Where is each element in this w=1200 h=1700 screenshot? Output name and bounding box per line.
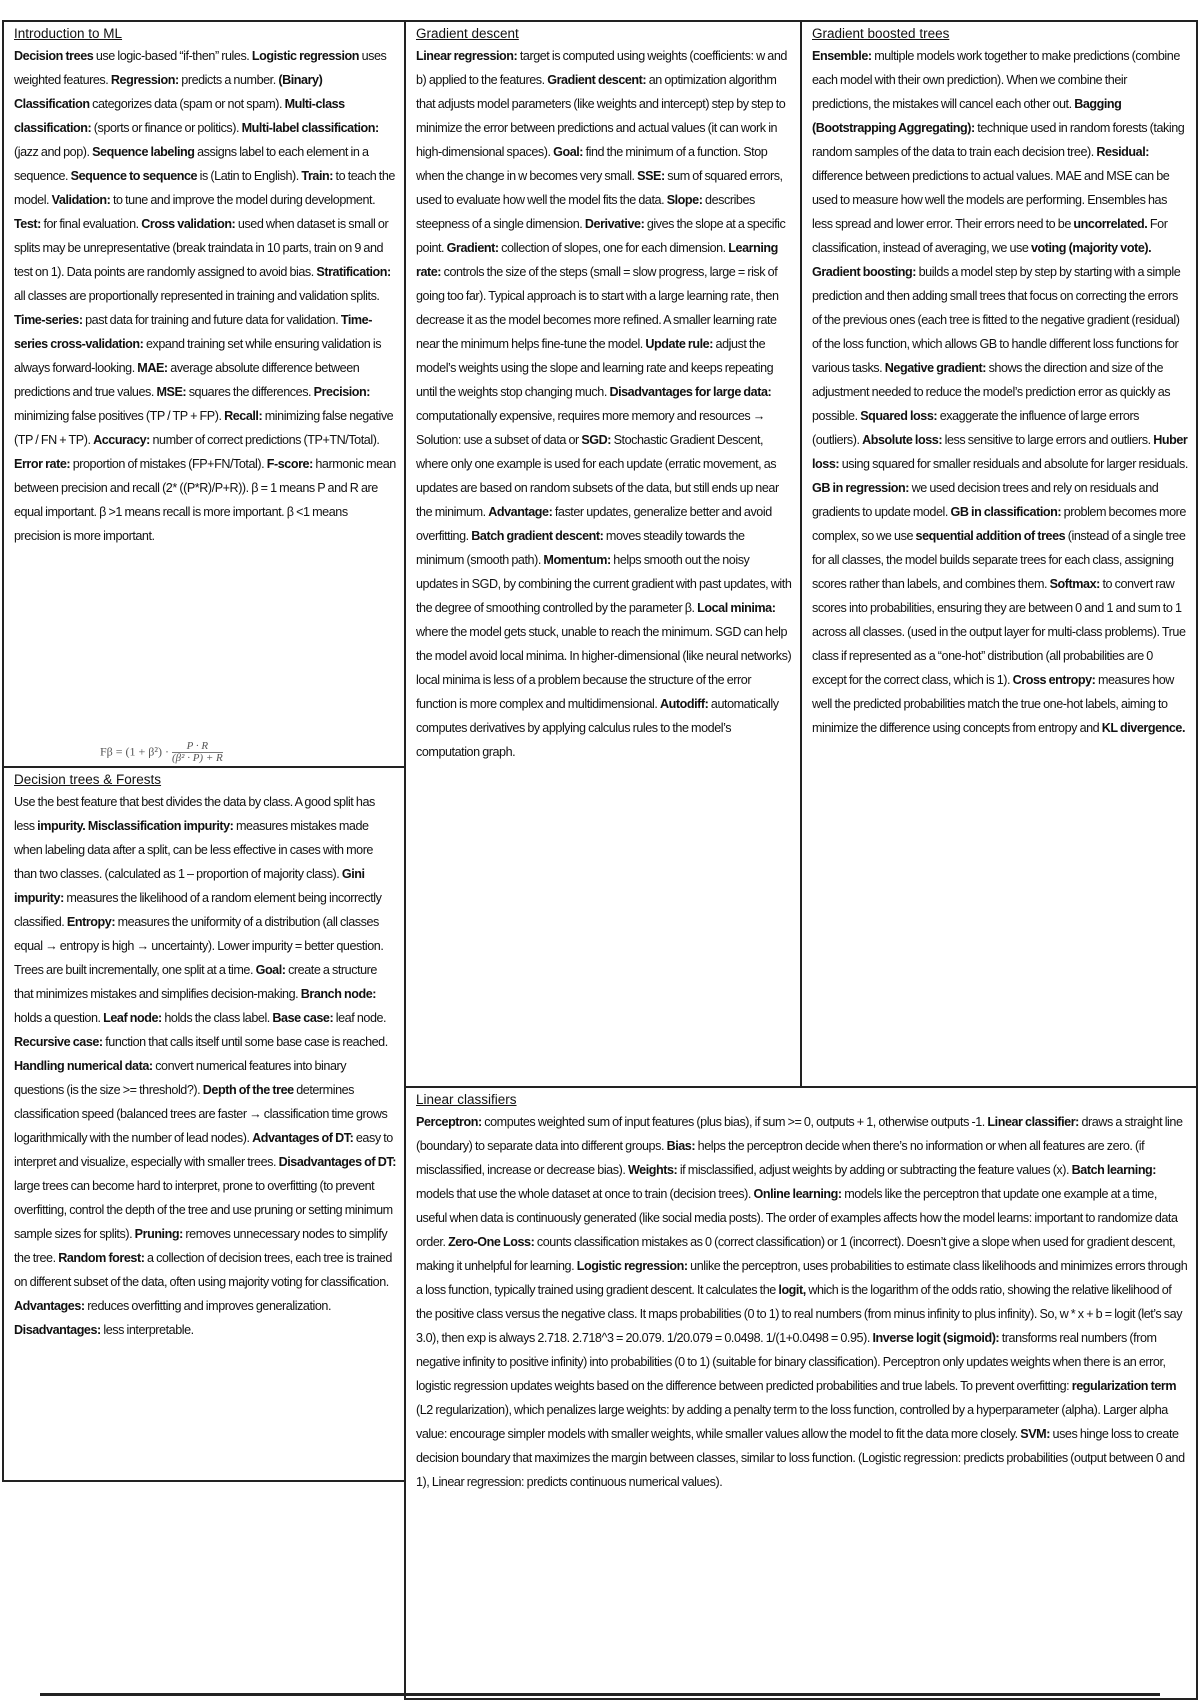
term-bold: Batch gradient descent:: [471, 529, 604, 543]
section-intro: [2, 20, 406, 768]
section-body: [416, 1110, 1188, 1494]
f-score-formula: [100, 741, 223, 764]
term-bold: Entropy:: [66, 915, 116, 929]
term-bold: Gradient descent:: [547, 73, 647, 87]
body-text: to teach the model.: [14, 169, 395, 207]
term-bold: Update rule:: [645, 337, 713, 351]
term-bold: SVM:: [1020, 1427, 1050, 1441]
term-bold: GB in classification:: [950, 505, 1062, 519]
body-text: controls the size of the steps (small = slow progress, large = risk of going too far). Typical approach is to start with a large learning rate, then decrease it as the model becomes more refined. A smaller learning rate near the minimum helps fine-tune the model.: [416, 265, 779, 351]
term-bold: MAE:: [137, 361, 168, 375]
term-bold: Derivative:: [584, 217, 645, 231]
body-text: multiple models work together to make predictions (combine each model with their own prediction). When we combine their predictions, the mistakes will cancel each other out.: [812, 49, 1180, 111]
term-bold: Pruning:: [134, 1227, 183, 1241]
body-text: uses hinge loss to create decision boundary that maximizes the margin between classes, similar to loss function. (Logistic regression: predicts probabilities (output between 0 and 1), Linear regression: predicts continuous numerical values).: [416, 1427, 1185, 1489]
term-bold: Regression:: [110, 73, 179, 87]
term-bold: Base case:: [272, 1011, 334, 1025]
term-bold: Squared loss:: [860, 409, 938, 423]
body-text: average absolute difference between predictions and true values.: [14, 361, 360, 399]
body-text: describes steepness of a single dimension.: [416, 193, 755, 231]
term-bold: Negative gradient:: [884, 361, 987, 375]
term-bold: Validation:: [51, 193, 111, 207]
body-text: measures how well the predicted probabilities match the true one-hot labels, aiming to minimize the difference using concepts from entropy and: [812, 673, 1174, 735]
term-bold: Train:: [301, 169, 333, 183]
term-bold: Handling numerical data:: [14, 1059, 153, 1073]
body-text: measures the likelihood of a random element being incorrectly classified.: [14, 891, 382, 929]
body-text: uses weighted features.: [14, 49, 387, 87]
term-bold: Random forest:: [58, 1251, 145, 1265]
body-text: shows the direction and size of the adjustment needed to reduce the model’s prediction error as quickly as possible.: [812, 361, 1171, 423]
term-bold: Weights:: [627, 1163, 678, 1177]
body-text: builds a model step by step by starting with a simple prediction and then adding small trees that focus on correcting the errors of the previous ones (each tree is fitted to the negative gradient (residual) of the loss function, which allows GB to handle different loss functions for various tasks.: [812, 265, 1181, 375]
term-bold: Sequence to sequence: [70, 169, 198, 183]
body-text: minimizing false negative (TP / FN + TP).: [14, 409, 394, 447]
term-bold: Branch node:: [300, 987, 377, 1001]
body-text: less sensitive to large errors and outliers.: [942, 433, 1154, 447]
body-text: automatically computes derivatives by applying calculus rules to the model’s computation graph.: [416, 697, 779, 759]
body-text: models like the perceptron that update one example at a time, useful when data is continuously generated (like social media posts). The order of examples affects how the model learns: important to randomize data order.: [416, 1187, 1178, 1249]
term-bold: Advantages:: [14, 1299, 85, 1313]
term-bold: Local minima:: [697, 601, 776, 615]
term-bold: SGD:: [581, 433, 612, 447]
term-bold: Multi-label classification:: [241, 121, 379, 135]
body-text: technique used in random forests (taking random samples of the data to train each decision tree).: [812, 121, 1185, 159]
section-title: Decision trees & Forests: [14, 772, 162, 787]
term-bold: Disadvantages of DT:: [278, 1155, 396, 1169]
body-text: gives the slope at a specific point.: [416, 217, 786, 255]
term-bold: KL divergence.: [1101, 721, 1186, 735]
body-text: to tune and improve the model during development.: [110, 193, 376, 207]
body-text: convert numerical features into binary questions (is the size >= threshold?).: [14, 1059, 347, 1097]
body-text: create a structure that minimizes mistakes and simplifies decision-making.: [14, 963, 377, 1001]
term-bold: Perceptron:: [416, 1115, 482, 1129]
section-body: [416, 44, 792, 764]
section-title: Gradient boosted trees: [812, 26, 950, 41]
body-text: for final evaluation.: [40, 217, 142, 231]
body-text: transforms real numbers (from negative infinity to positive infinity) into probabilities (0 to 1) (suitable for binary classification). Perceptron only updates weights when there is an error, logistic regression updates weights based on the difference between predicted probabilities and true labels. To prevent overfitting:: [416, 1331, 1166, 1393]
term-bold: voting (majority vote). Gradient boosting:: [812, 241, 1152, 279]
term-bold: Linear classifier:: [987, 1115, 1079, 1129]
term-bold: Cross entropy:: [1012, 673, 1096, 687]
body-text: a collection of decision trees, each tree is trained on different subset of the data, often using majority voting for classification.: [14, 1251, 392, 1289]
body-text: determines classification speed (balanced trees are faster → classification time grows logarithmically with the number of lead nodes).: [14, 1083, 388, 1145]
body-text: we used decision trees and rely on residuals and gradients to update model.: [812, 481, 1159, 519]
term-bold: Advantage:: [488, 505, 553, 519]
body-text: squares the differences.: [186, 385, 314, 399]
body-text: number of correct predictions (TP+TN/Total).: [149, 433, 380, 447]
term-bold: Batch learning:: [1071, 1163, 1157, 1177]
body-text: (L2 regularization), which penalizes large weights: by adding a penalty term to the loss function, controlled by a hyperparameter (alpha). Larger alpha value: encourage simpler models with smaller weights, while smaller values allow the model to fit the data more closely.: [416, 1403, 1168, 1441]
body-text: expand training set while ensuring validation is always forward-looking.: [14, 337, 382, 375]
term-bold: Cross validation:: [141, 217, 236, 231]
body-text: large trees can become hard to interpret, prone to overfitting (to prevent overfitting, control the depth of the tree and use pruning or setting minimum sample sizes for splits).: [14, 1179, 393, 1241]
body-text: find the minimum of a function. Stop when the change in w becomes very small.: [416, 145, 768, 183]
term-bold: logit,: [778, 1283, 806, 1297]
section-title: Linear classifiers: [416, 1092, 517, 1107]
term-bold: Zero-One Loss:: [448, 1235, 535, 1249]
term-bold: Residual:: [1096, 145, 1150, 159]
body-text: Use the best feature that best divides the data by class. A good split has less: [14, 795, 375, 833]
section-body: [812, 44, 1188, 740]
term-bold: Goal:: [553, 145, 584, 159]
term-bold: Learning rate:: [416, 241, 778, 279]
term-bold: Decision trees: [14, 49, 94, 63]
term-bold: Slope:: [666, 193, 703, 207]
term-bold: Stratification:: [316, 265, 391, 279]
term-bold: Error rate:: [14, 457, 71, 471]
body-text: (sports or finance or politics).: [91, 121, 242, 135]
term-bold: Time-series:: [14, 313, 83, 327]
body-text: using squared for smaller residuals and absolute for larger residuals.: [839, 457, 1188, 471]
body-text: all classes are proportionally represented in training and validation splits.: [14, 289, 380, 303]
term-bold: MSE:: [156, 385, 187, 399]
body-text: minimizing false positives (TP / TP + FP).: [14, 409, 225, 423]
body-text: reduces overfitting and improves generalization.: [84, 1299, 332, 1313]
body-text: less interpretable.: [100, 1323, 194, 1337]
term-bold: Goal:: [255, 963, 286, 977]
body-text: computes weighted sum of input features (plus bias), if sum >= 0, outputs + 1, otherwise outputs -1.: [481, 1115, 988, 1129]
term-bold: Accuracy:: [93, 433, 150, 447]
term-bold: Sequence labeling: [92, 145, 195, 159]
section-trees: [2, 766, 406, 1482]
term-bold: sequential addition of trees: [915, 529, 1066, 543]
term-bold: Gradient:: [446, 241, 499, 255]
body-text: measures mistakes made when labeling data after a split, can be less effective in cases with more than two classes. (calculated as 1 – proportion of majority class).: [14, 819, 373, 881]
body-text: is (Latin to English).: [197, 169, 302, 183]
body-text: to convert raw scores into probabilities, ensuring they are between 0 and 1 and sum to 1 across all classes. (used in the output layer for multi-class problems). True class if represented as a “one-hot” distribution (all probabilities are 0 except for the correct class, which is 1).: [812, 577, 1186, 687]
body-text: sum of squared errors, used to evaluate how well the model fits the data.: [416, 169, 783, 207]
section-title: Introduction to ML: [14, 26, 123, 41]
term-bold: regularization term: [1071, 1379, 1177, 1393]
body-text: moves steadily towards the minimum (smooth path).: [416, 529, 745, 567]
section-boosted: [800, 20, 1198, 1088]
body-text: difference between predictions to actual values. MAE and MSE can be used to measure how well the models are performing. Ensembles has less spread and lower error. Their errors need to be: [812, 169, 1170, 231]
body-text: For classification, instead of averaging, we use: [812, 217, 1168, 255]
term-bold: GB in regression:: [812, 481, 910, 495]
body-text: computationally expensive, requires more memory and resources → Solution: use a subset of data or: [416, 409, 765, 447]
term-bold: (Binary) Classification: [14, 73, 323, 111]
term-bold: Depth of the tree: [202, 1083, 294, 1097]
body-text: faster updates, generalize better and avoid overfitting.: [416, 505, 772, 543]
term-bold: Absolute loss:: [862, 433, 943, 447]
body-text: an optimization algorithm that adjusts model parameters (like weights and intercept) step by step to minimize the error between predictions and actual values (it can work in high-dimensional spaces).: [416, 73, 786, 159]
body-text: use logic-based “if-then” rules.: [93, 49, 252, 63]
term-bold: Logistic regression: [251, 49, 360, 63]
body-text: collection of slopes, one for each dimension.: [498, 241, 729, 255]
term-bold: Linear regression:: [416, 49, 518, 63]
section-gradient: [404, 20, 802, 1088]
body-text: predicts a number.: [178, 73, 279, 87]
term-bold: Huber loss:: [812, 433, 1188, 471]
term-bold: Logistic regression:: [576, 1259, 688, 1273]
section-title: Gradient descent: [416, 26, 519, 41]
term-bold: Multi-class classification:: [14, 97, 345, 135]
body-text: target is computed using weights (coefficients: w and b) applied to the features.: [416, 49, 787, 87]
body-text: (jazz and pop).: [14, 145, 93, 159]
body-text: draws a straight line (boundary) to separate data into different groups.: [416, 1115, 1183, 1153]
term-bold: uncorrelated.: [1073, 217, 1148, 231]
term-bold: Gini impurity:: [14, 867, 365, 905]
term-bold: Advantages of DT:: [252, 1131, 354, 1145]
section-body: [14, 44, 396, 548]
term-bold: Online learning:: [753, 1187, 842, 1201]
body-text: used when dataset is small or splits may be unrepresentative (break traindata in 10 parts, train on 9 and test on 1). Data points are randomly assigned to avoid bias.: [14, 217, 389, 279]
body-text: holds the class label.: [161, 1011, 273, 1025]
formula-denominator: (β² · P) + R: [172, 752, 223, 764]
term-bold: SSE:: [637, 169, 665, 183]
section-linear: [404, 1086, 1198, 1700]
body-text: adjust the model’s weights using the slope and learning rate and keeps repeating until the weights stop changing much.: [416, 337, 774, 399]
term-bold: impurity. Misclassification impurity:: [37, 819, 234, 833]
term-bold: Softmax:: [1049, 577, 1100, 591]
term-bold: Disadvantages:: [14, 1323, 101, 1337]
term-bold: Inverse logit (sigmoid):: [872, 1331, 1000, 1345]
body-text: (instead of a single tree for all classes, the model builds separate trees for each class, assigning scores rather than labels, and combines them.: [812, 529, 1186, 591]
body-text: easy to interpret and visualize, especially with smaller trees.: [14, 1131, 393, 1169]
term-bold: Autodiff:: [659, 697, 709, 711]
body-text: Stochastic Gradient Descent, where only one example is used for each update (erratic movement, as updates are based on random subsets of the data, but still ends up near the minimum.: [416, 433, 779, 519]
formula-fraction: [172, 741, 223, 764]
body-text: function that calls itself until some base case is reached.: [102, 1035, 388, 1049]
term-bold: Bias:: [666, 1139, 696, 1153]
term-bold: Disadvantages for large data:: [609, 385, 772, 399]
body-text: models that use the whole dataset at once to train (decision trees).: [416, 1187, 754, 1201]
body-text: problem becomes more complex, so we use: [812, 505, 1186, 543]
body-text: past data for training and future data for validation.: [82, 313, 341, 327]
section-body: [14, 790, 396, 1342]
term-bold: Ensemble:: [812, 49, 872, 63]
body-text: proportion of mistakes (FP+FN/Total).: [70, 457, 267, 471]
body-text: unlike the perceptron, uses probabilities to estimate class likelihoods and minimizes errors through a loss function, typically trained using gradient descent. It calculates the: [416, 1259, 1188, 1297]
term-bold: Precision:: [313, 385, 371, 399]
formula-numerator: P · R: [186, 740, 209, 752]
body-text: where the model gets stuck, unable to reach the minimum. SGD can help the model avoid local minima. In higher-dimensional (like neural networks) local minima is less of a problem because the structure of the error function is more complex and multidimensional.: [416, 625, 792, 711]
body-text: harmonic mean between precision and recall (2* ((P*R)/P+R)). β = 1 means P and R are equal important. β >1 means recall is more important. β <1 means precision is more important.: [14, 457, 396, 543]
body-text: categorizes data (spam or not spam).: [89, 97, 285, 111]
body-text: leaf node.: [333, 1011, 387, 1025]
body-text: helps the perceptron decide when there’s no information or when all features are zero. (if misclassified, increase or decrease bias).: [416, 1139, 1145, 1177]
body-text: removes unnecessary nodes to simplify the tree.: [14, 1227, 388, 1265]
formula-lhs: Fβ = (1 + β²) ·: [100, 744, 170, 759]
term-bold: Leaf node:: [103, 1011, 162, 1025]
term-bold: Time-series cross-validation:: [14, 313, 372, 351]
term-bold: Bagging (Bootstrapping Aggregating):: [812, 97, 1122, 135]
term-bold: F-score:: [266, 457, 313, 471]
body-text: helps smooth out the noisy updates in SGD, by combining the current gradient with past updates, with the degree of smoothing controlled by the parameter β.: [416, 553, 792, 615]
page-bottom-rule: [40, 1693, 1160, 1696]
body-text: measures the uniformity of a distribution (all classes equal → entropy is high → uncertainty). Lower impurity = better question. Trees are built incrementally, one split at a time.: [14, 915, 384, 977]
body-text: if misclassified, adjust weights by adding or subtracting the feature values (x).: [677, 1163, 1072, 1177]
term-bold: Test:: [14, 217, 41, 231]
body-text: counts classification mistakes as 0 (correct classification) or 1 (incorrect). Doesn’t give a slope when used for gradient descent, making it unhelpful for learning.: [416, 1235, 1176, 1273]
body-text: holds a question.: [14, 1011, 104, 1025]
term-bold: Recall:: [224, 409, 263, 423]
body-text: which is the logarithm of the odds ratio, showing the relative likelihood of the positive class versus the negative class. It maps probabilities (0 to 1) to real numbers (from minus infinity to plus infinity). So, w * x + b = logit (let’s say 3.0), then exp is always 2.718. 2.718^3 = 20.079. 1/20.079 = 0.0498. 1/(1+0.0498 = 0.95).: [416, 1283, 1183, 1345]
term-bold: Recursive case:: [14, 1035, 103, 1049]
term-bold: Momentum:: [543, 553, 611, 567]
body-text: exaggerate the influence of large errors (outliers).: [812, 409, 1140, 447]
body-text: assigns label to each element in a sequence.: [14, 145, 369, 183]
